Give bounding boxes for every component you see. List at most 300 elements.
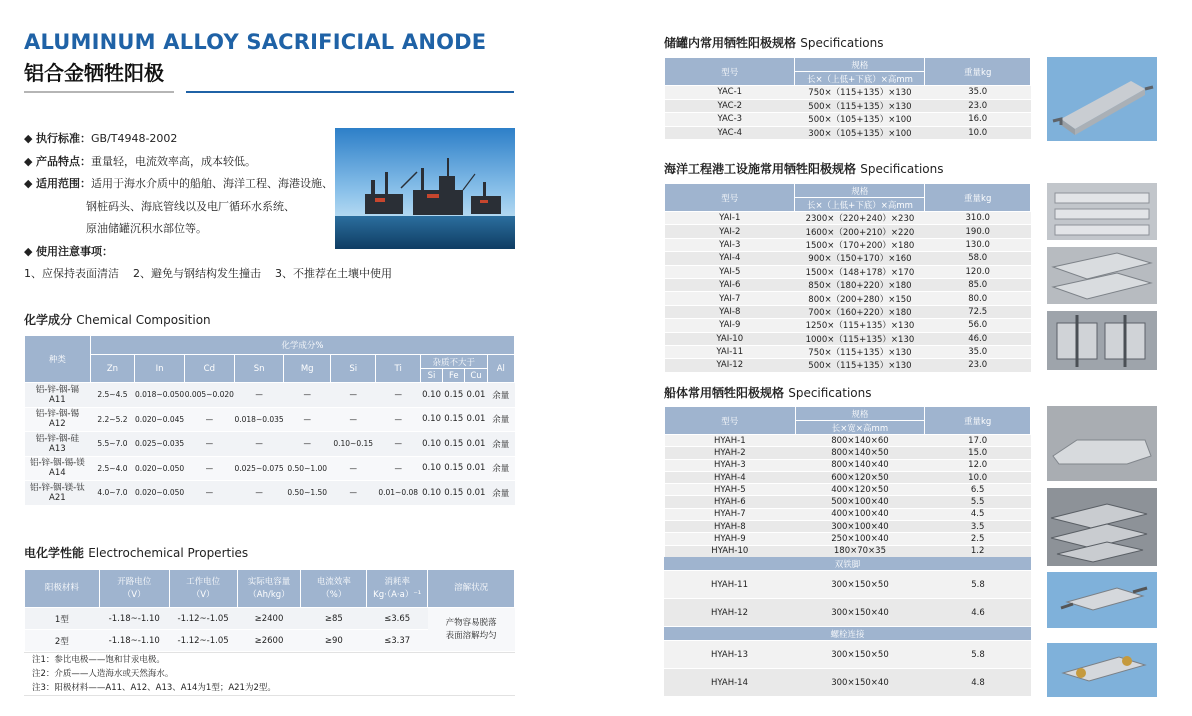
col-impurity: 杂质不大于 xyxy=(420,355,487,369)
table-cell: -1.18~-1.10 xyxy=(99,608,169,630)
model-cell: YAI-5 xyxy=(665,265,795,278)
table-row xyxy=(664,669,1031,697)
weight-cell: 2.5 xyxy=(925,533,1031,545)
table-cell: 0.15 xyxy=(443,456,465,481)
table-row xyxy=(665,305,1031,318)
scope-line-2: 钢桩码头、海底管线以及电厂循环水系统、 xyxy=(86,199,295,213)
offshore-platform-photo xyxy=(335,128,515,249)
table-cell: — xyxy=(376,432,420,457)
chem-heading xyxy=(24,311,211,328)
alloy-name-cn: 铝-锌-铟-镁-钛 xyxy=(29,482,85,493)
model-cell: YAC-2 xyxy=(665,99,795,113)
col-in: In xyxy=(135,355,185,383)
features-label: 产品特点： xyxy=(35,154,91,168)
table-cell: 0.01 xyxy=(465,383,487,408)
table-row xyxy=(665,521,1031,533)
spec-cell: 300×150×40 xyxy=(795,599,925,627)
weight-cell: 58.0 xyxy=(925,252,1031,265)
col-sn: Sn xyxy=(234,355,284,383)
table-cell: ≥85 xyxy=(301,608,367,630)
tank-col-model: 型号 xyxy=(665,58,795,86)
spec-cell: 300×150×50 xyxy=(795,641,925,669)
table-row xyxy=(665,319,1031,332)
table-cell: — xyxy=(234,432,284,457)
col-imp-fe: Fe xyxy=(443,369,465,383)
model-cell: YAI-2 xyxy=(665,225,795,238)
table-row xyxy=(664,641,1031,669)
weight-cell: 56.0 xyxy=(925,319,1031,332)
table-cell: 0.15 xyxy=(443,432,465,457)
model-cell: HYAH-7 xyxy=(665,508,796,520)
alloy-name xyxy=(25,407,91,432)
table-cell: 0.020~0.050 xyxy=(135,481,185,506)
table-row xyxy=(665,508,1031,520)
table-cell: 0.50~1.50 xyxy=(284,481,331,506)
electro-heading-cn: 电化学性能 xyxy=(24,546,85,560)
table-cell: -1.18~-1.10 xyxy=(99,630,169,652)
table-row xyxy=(665,332,1031,345)
spec-cell: 300×150×40 xyxy=(795,669,925,697)
model-cell: YAI-6 xyxy=(665,278,795,291)
title-en: ALUMINUM ALLOY SACRIFICIAL ANODE xyxy=(24,30,487,54)
weight-cell: 1.2 xyxy=(925,545,1031,557)
electro-col-header xyxy=(237,570,301,608)
table-row xyxy=(665,292,1031,305)
table-cell: — xyxy=(234,481,284,506)
electro-col-header xyxy=(99,570,169,608)
table-cell: 2.2~5.2 xyxy=(90,407,134,432)
spec-cell: 400×120×50 xyxy=(795,484,925,496)
table-cell: 0.15 xyxy=(443,481,465,506)
weight-cell: 16.0 xyxy=(925,113,1031,127)
divider-gray xyxy=(24,91,174,93)
alloy-name xyxy=(25,456,91,481)
model-cell: HYAH-11 xyxy=(664,571,795,599)
table-cell: -1.12~-1.05 xyxy=(169,608,237,630)
notice-2: 2、避免与钢结构发生撞击 xyxy=(133,267,261,280)
table-row xyxy=(25,456,515,481)
marine-col-spec: 规格 xyxy=(795,184,925,198)
table-row xyxy=(665,359,1031,372)
table-cell: 0.020~0.050 xyxy=(135,456,185,481)
table-cell: 0.005~0.020 xyxy=(184,383,234,408)
alloy-name-cn: 铝-锌-铟-镉 xyxy=(35,384,79,395)
marine-heading-cn: 海洋工程港工设施常用牺牲阳极规格 xyxy=(664,162,857,176)
table-cell: — xyxy=(330,456,375,481)
hull-anode-photo-3 xyxy=(1047,572,1157,628)
hull-col-weight: 重量kg xyxy=(925,407,1031,435)
table-cell: 0.018~0.035 xyxy=(234,407,284,432)
table-row xyxy=(25,432,515,457)
table-row xyxy=(664,571,1031,599)
table-row xyxy=(25,407,515,432)
model-cell: HYAH-5 xyxy=(665,484,796,496)
table-row xyxy=(665,252,1031,265)
table-cell: 0.15 xyxy=(443,383,465,408)
col-group: 化学成分% xyxy=(90,336,514,355)
table-row xyxy=(665,265,1031,278)
table-cell: 0.10 xyxy=(420,383,442,408)
features-list xyxy=(24,128,392,286)
standard-row: ◆ 执行标准：GB/T4948-2002 xyxy=(24,132,178,145)
table-cell: 5.5~7.0 xyxy=(90,432,134,457)
table-row xyxy=(665,212,1031,225)
hull-anode-photo-2 xyxy=(1047,488,1157,566)
weight-cell: 17.0 xyxy=(925,435,1031,447)
chem-heading-en: Chemical Composition xyxy=(76,313,211,327)
table-cell: 0.01~0.08 xyxy=(376,481,420,506)
table-cell: 0.018~0.050 xyxy=(135,383,185,408)
alloy-name xyxy=(25,432,91,457)
tank-col-spec: 规格 xyxy=(795,58,925,72)
notice-1: 1、应保持表面清洁 xyxy=(24,267,119,280)
model-cell: HYAH-9 xyxy=(665,533,796,545)
header-line-2: （Ah/kg） xyxy=(248,589,290,600)
table-cell: -1.12~-1.05 xyxy=(169,630,237,652)
notice-row: ◆ 使用注意事项： xyxy=(24,244,113,258)
table-cell: 0.15 xyxy=(443,407,465,432)
spec-cell: 1250×（115+135）×130 xyxy=(795,319,925,332)
spec-cell: 600×120×50 xyxy=(795,471,925,483)
notice-label: 使用注意事项： xyxy=(35,244,113,258)
hull-heading xyxy=(664,384,872,401)
band-bolt: 螺栓连接 xyxy=(664,627,1031,641)
table-cell: — xyxy=(330,481,375,506)
table-cell: 0.01 xyxy=(465,481,487,506)
hull-heading-cn: 船体常用牺牲阳极规格 xyxy=(664,386,785,400)
table-cell: 0.10 xyxy=(420,432,442,457)
weight-cell: 80.0 xyxy=(925,292,1031,305)
spec-cell: 850×（180+220）×180 xyxy=(795,278,925,291)
model-cell: YAI-1 xyxy=(665,212,795,225)
table-cell: ≥2400 xyxy=(237,608,301,630)
model-cell: YAI-7 xyxy=(665,292,795,305)
spec-cell: 1600×（200+210）×220 xyxy=(795,225,925,238)
electro-notes xyxy=(24,652,515,696)
tank-col-spec-sub: 长×（上低+下底）×高mm xyxy=(795,72,925,86)
table-row xyxy=(25,608,515,630)
table-cell: 0.025~0.075 xyxy=(234,456,284,481)
divider-blue xyxy=(186,91,514,93)
table-cell: — xyxy=(376,456,420,481)
table-cell: ≥2600 xyxy=(237,630,301,652)
model-cell: HYAH-13 xyxy=(664,641,795,669)
alloy-code: A14 xyxy=(49,468,66,479)
spec-cell: 300×150×50 xyxy=(795,571,925,599)
table-cell: 0.01 xyxy=(465,407,487,432)
table-row xyxy=(664,599,1031,627)
hull-col-model: 型号 xyxy=(665,407,796,435)
col-imp-cu: Cu xyxy=(465,369,487,383)
model-cell: HYAH-3 xyxy=(665,459,796,471)
table-cell: 1型 xyxy=(25,608,100,630)
spec-cell: 500×100×40 xyxy=(795,496,925,508)
electro-heading xyxy=(24,544,248,561)
table-cell: 余量 xyxy=(487,432,514,457)
table-cell: 0.50~1.00 xyxy=(284,456,331,481)
table-row xyxy=(665,545,1031,557)
table-cell: ≥90 xyxy=(301,630,367,652)
alloy-name-cn: 铝-锌-铟-硅 xyxy=(35,433,79,444)
spec-cell: 750×（115+135）×130 xyxy=(795,86,925,100)
model-cell: HYAH-1 xyxy=(665,435,796,447)
model-cell: YAI-9 xyxy=(665,319,795,332)
table-cell: ≤3.37 xyxy=(367,630,428,652)
table-row xyxy=(665,435,1031,447)
header-line-1: 溶解状况 xyxy=(454,583,489,593)
col-mg: Mg xyxy=(284,355,331,383)
hull-col-spec-sub: 长×宽×高mm xyxy=(795,421,925,435)
model-cell: YAI-4 xyxy=(665,252,795,265)
model-cell: YAI-8 xyxy=(665,305,795,318)
header-line-2: （%） xyxy=(321,589,347,600)
table-cell: 2.5~4.0 xyxy=(90,456,134,481)
weight-cell: 190.0 xyxy=(925,225,1031,238)
model-cell: HYAH-14 xyxy=(664,669,795,697)
weight-cell: 46.0 xyxy=(925,332,1031,345)
table-row xyxy=(665,447,1031,459)
weight-cell: 4.5 xyxy=(925,508,1031,520)
table-cell: 0.10 xyxy=(420,481,442,506)
marine-col-spec-sub: 长×（上低+下底）×高mm xyxy=(795,198,925,212)
header-line-1: 实际电容量 xyxy=(247,576,291,587)
weight-cell: 23.0 xyxy=(925,359,1031,372)
header-line-1: 阳极材料 xyxy=(44,583,79,593)
electro-heading-en: Electrochemical Properties xyxy=(88,546,249,560)
table-cell: 余量 xyxy=(487,481,514,506)
weight-cell: 3.5 xyxy=(925,521,1031,533)
spec-cell: 700×（160+220）×180 xyxy=(795,305,925,318)
table-row xyxy=(665,459,1031,471)
table-cell: — xyxy=(376,407,420,432)
model-cell: YAI-12 xyxy=(665,359,795,372)
hull-table xyxy=(664,406,1031,558)
table-cell: — xyxy=(284,407,331,432)
table-cell: — xyxy=(184,481,234,506)
note-1: 注1：参比电极——饱和甘汞电极。 xyxy=(32,655,165,665)
model-cell: HYAH-2 xyxy=(665,447,796,459)
table-row xyxy=(665,225,1031,238)
table-row xyxy=(25,481,515,506)
table-row xyxy=(665,86,1031,100)
table-cell: — xyxy=(376,383,420,408)
weight-cell: 310.0 xyxy=(925,212,1031,225)
weight-cell: 10.0 xyxy=(925,471,1031,483)
marine-col-weight: 重量kg xyxy=(925,184,1031,212)
table-row xyxy=(665,278,1031,291)
table-cell: 2.5~4.5 xyxy=(90,383,134,408)
weight-cell: 85.0 xyxy=(925,278,1031,291)
header-line-1: 电流效率 xyxy=(316,576,351,587)
hull-col-spec: 规格 xyxy=(795,407,925,421)
dissolve-line-1: 产物容易脱落 xyxy=(445,617,497,628)
model-cell: HYAH-6 xyxy=(665,496,796,508)
alloy-code: A11 xyxy=(49,394,66,405)
weight-cell: 4.8 xyxy=(925,669,1031,697)
weight-cell: 35.0 xyxy=(925,345,1031,358)
table-cell: — xyxy=(234,383,284,408)
notice-items xyxy=(24,263,392,286)
table-row xyxy=(665,345,1031,358)
features-row: ◆ 产品特点：重量轻，电流效率高，成本较低。 xyxy=(24,154,256,168)
table-cell: 0.020~0.045 xyxy=(135,407,185,432)
electro-col-header xyxy=(367,570,428,608)
table-cell: — xyxy=(330,383,375,408)
spec-cell: 500×（115+135）×130 xyxy=(795,99,925,113)
spec-cell: 400×100×40 xyxy=(795,508,925,520)
model-cell: HYAH-8 xyxy=(665,521,796,533)
table-cell: 0.10 xyxy=(420,456,442,481)
hull-heading-en: Specifications xyxy=(788,386,872,400)
table-row xyxy=(665,113,1031,127)
hull-anode-photo-1 xyxy=(1047,406,1157,481)
tank-anode-photo xyxy=(1047,57,1157,141)
features-value: 重量轻，电流效率高，成本较低。 xyxy=(90,154,256,168)
electro-col-header xyxy=(169,570,237,608)
weight-cell: 15.0 xyxy=(925,447,1031,459)
spec-cell: 500×（115+135）×130 xyxy=(795,359,925,372)
weight-cell: 10.0 xyxy=(925,126,1031,140)
tank-heading-cn: 储罐内常用牺牲阳极规格 xyxy=(664,36,797,50)
table-row xyxy=(665,471,1031,483)
dissolve-line-2: 表面溶解均匀 xyxy=(445,630,497,641)
spec-cell: 2300×（220+240）×230 xyxy=(795,212,925,225)
electro-table xyxy=(24,569,515,652)
model-cell: YAC-1 xyxy=(665,86,795,100)
table-cell: — xyxy=(184,407,234,432)
table-cell: 2型 xyxy=(25,630,100,652)
spec-cell: 900×（150+170）×160 xyxy=(795,252,925,265)
model-cell: HYAH-12 xyxy=(664,599,795,627)
weight-cell: 35.0 xyxy=(925,86,1031,100)
spec-cell: 300×（105+135）×100 xyxy=(795,126,925,140)
spec-cell: 800×140×50 xyxy=(795,447,925,459)
spec-cell: 500×（105+135）×100 xyxy=(795,113,925,127)
table-cell: — xyxy=(284,432,331,457)
col-zn: Zn xyxy=(90,355,134,383)
marine-col-model: 型号 xyxy=(665,184,795,212)
spec-cell: 800×（200+280）×150 xyxy=(795,292,925,305)
table-row xyxy=(665,238,1031,251)
table-cell: 0.01 xyxy=(465,432,487,457)
marine-heading-en: Specifications xyxy=(860,162,944,176)
col-al: Al xyxy=(487,355,514,383)
weight-cell: 12.0 xyxy=(925,459,1031,471)
hull-table-bracket xyxy=(664,557,1031,627)
table-cell: 0.025~0.035 xyxy=(135,432,185,457)
marine-anode-photo-2 xyxy=(1047,247,1157,304)
hull-anode-photo-4 xyxy=(1047,643,1157,697)
table-row xyxy=(665,496,1031,508)
model-cell: YAC-4 xyxy=(665,126,795,140)
spec-cell: 800×140×60 xyxy=(795,435,925,447)
model-cell: YAI-10 xyxy=(665,332,795,345)
spec-cell: 1500×（170+200）×180 xyxy=(795,238,925,251)
model-cell: HYAH-4 xyxy=(665,471,796,483)
col-ti: Ti xyxy=(376,355,420,383)
header-line-2: （V） xyxy=(191,589,215,600)
note-3: 注3：阳极材料——A11、A12、A13、A14为1型；A21为2型。 xyxy=(32,683,276,693)
marine-table xyxy=(664,183,1031,373)
header-line-1: 工作电位 xyxy=(186,576,221,587)
standard-value: GB/T4948-2002 xyxy=(90,132,178,145)
dissolve-status xyxy=(428,608,515,652)
col-cd: Cd xyxy=(184,355,234,383)
title-cn: 铝合金牺牲阳极 xyxy=(24,61,164,85)
hull-table-bolt xyxy=(664,627,1031,697)
weight-cell: 130.0 xyxy=(925,238,1031,251)
spec-cell: 750×（115+135）×130 xyxy=(795,345,925,358)
table-cell: 余量 xyxy=(487,456,514,481)
col-imp-si: Si xyxy=(420,369,442,383)
marine-anode-photo-1 xyxy=(1047,183,1157,240)
marine-anode-photo-3 xyxy=(1047,311,1157,370)
spec-cell: 300×100×40 xyxy=(795,521,925,533)
standard-label: 执行标准： xyxy=(35,132,91,145)
table-cell: — xyxy=(284,383,331,408)
alloy-name-cn: 铝-锌-铟-锡 xyxy=(35,409,79,420)
weight-cell: 4.6 xyxy=(925,599,1031,627)
scope-label: 适用范围： xyxy=(35,177,91,190)
table-row xyxy=(665,99,1031,113)
weight-cell: 5.8 xyxy=(925,571,1031,599)
spec-cell: 1500×（148+178）×170 xyxy=(795,265,925,278)
scope-row: ◆ 适用范围：适用于海水介质中的船舶、海洋工程、海港设施、 xyxy=(24,177,333,190)
tank-heading-en: Specifications xyxy=(800,36,884,50)
marine-heading xyxy=(664,160,944,177)
table-cell: 余量 xyxy=(487,407,514,432)
table-cell: — xyxy=(184,432,234,457)
alloy-code: A12 xyxy=(49,419,66,430)
alloy-name xyxy=(25,383,91,408)
model-cell: HYAH-10 xyxy=(665,545,796,557)
model-cell: YAI-3 xyxy=(665,238,795,251)
table-cell: 0.10~0.15 xyxy=(330,432,375,457)
alloy-code: A21 xyxy=(49,492,66,503)
header-line-2: Kg·（A·a）⁻¹ xyxy=(373,589,422,600)
electro-col-header xyxy=(25,570,100,608)
header-line-2: （V） xyxy=(122,589,146,600)
table-row xyxy=(665,533,1031,545)
table-row xyxy=(25,383,515,408)
alloy-name xyxy=(25,481,91,506)
electro-col-header xyxy=(428,570,515,608)
col-si: Si xyxy=(330,355,375,383)
weight-cell: 23.0 xyxy=(925,99,1031,113)
weight-cell: 5.8 xyxy=(925,641,1031,669)
spec-cell: 1000×（115+135）×130 xyxy=(795,332,925,345)
table-cell: 0.10 xyxy=(420,407,442,432)
model-cell: YAI-11 xyxy=(665,345,795,358)
alloy-code: A13 xyxy=(49,443,66,454)
table-cell: 0.01 xyxy=(465,456,487,481)
model-cell: YAC-3 xyxy=(665,113,795,127)
spec-cell: 250×100×40 xyxy=(795,533,925,545)
weight-cell: 5.5 xyxy=(925,496,1031,508)
table-cell: ≤3.65 xyxy=(367,608,428,630)
band-double-leg: 双铁脚 xyxy=(664,557,1031,571)
table-cell: 4.0~7.0 xyxy=(90,481,134,506)
tank-heading xyxy=(664,34,884,51)
table-cell: — xyxy=(184,456,234,481)
header-line-1: 开路电位 xyxy=(117,576,152,587)
table-row xyxy=(665,484,1031,496)
chem-table xyxy=(24,335,515,506)
alloy-name-cn: 铝-锌-铟-锡-镁 xyxy=(29,458,85,469)
table-row xyxy=(665,126,1031,140)
weight-cell: 72.5 xyxy=(925,305,1031,318)
col-type: 种类 xyxy=(25,336,91,383)
